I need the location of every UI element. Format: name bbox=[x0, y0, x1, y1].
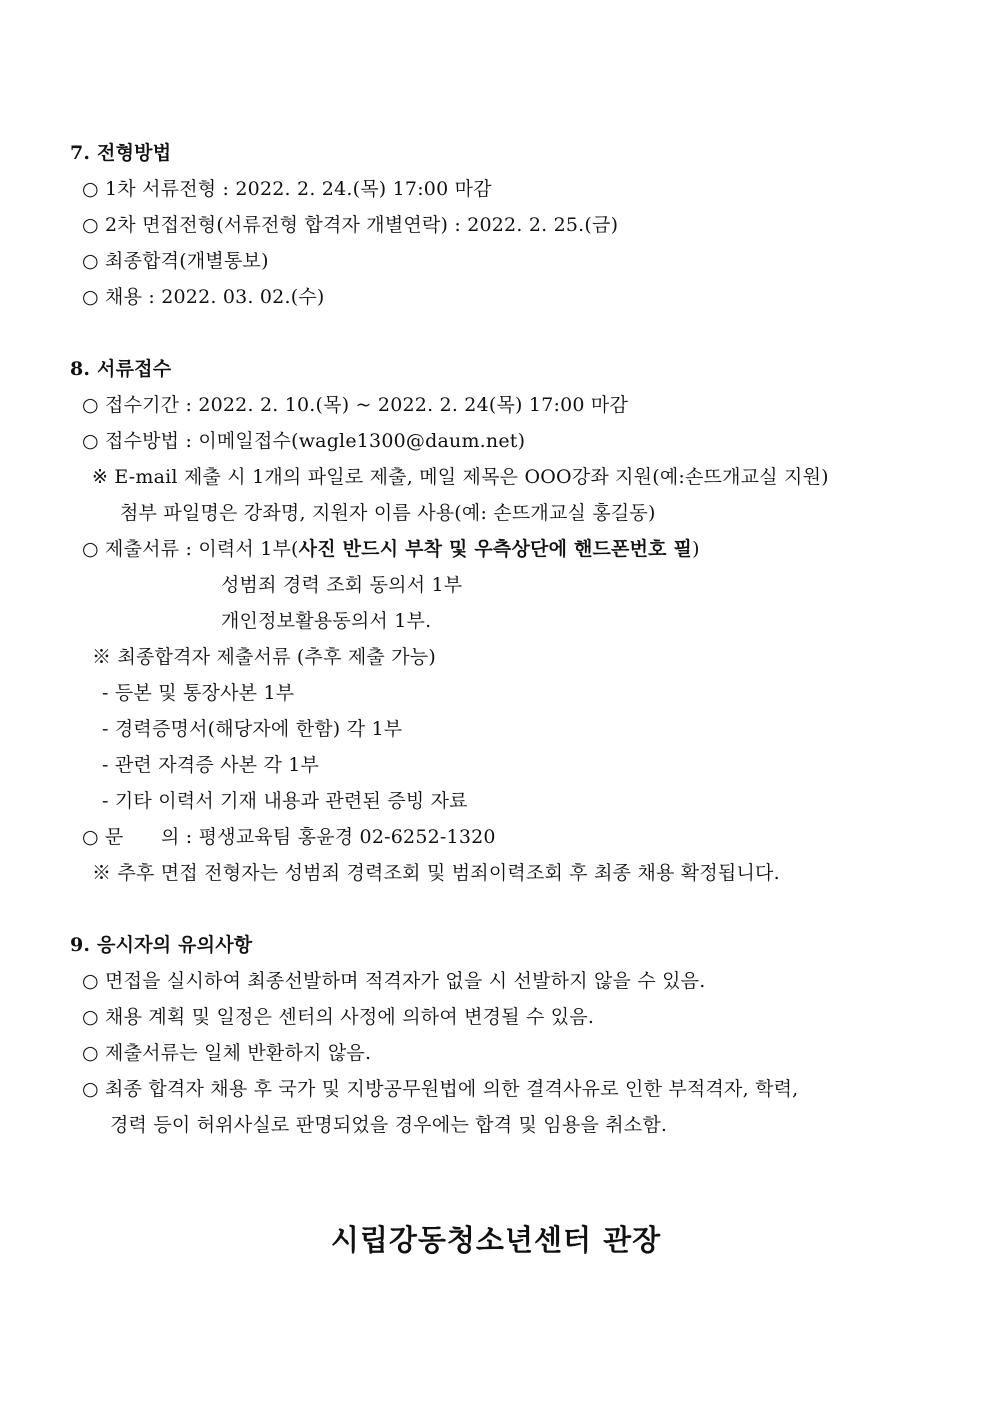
final-document-item: - 기타 이력서 기재 내용과 관련된 증빙 자료 bbox=[102, 790, 468, 812]
section-7-item: ○ 최종합격(개별통보) bbox=[82, 250, 269, 272]
notice-item: ○ 면접을 실시하여 최종선발하며 적격자가 없을 시 선발하지 않을 수 있음. bbox=[82, 970, 706, 992]
email-note: ※ E-mail 제출 시 1개의 파일로 제출, 메일 제목은 OOO강좌 지원(예:손뜨개교실 지원) bbox=[92, 466, 829, 488]
screening-note: ※ 추후 면접 전형자는 성범죄 경력조회 및 범죄이력조회 후 최종 채용 확정됩니다. bbox=[92, 862, 780, 884]
section-8-heading: 8. 서류접수 bbox=[70, 358, 172, 380]
submission-documents bbox=[82, 537, 700, 561]
section-7-heading: 7. 전형방법 bbox=[70, 142, 172, 164]
submission-documents-emphasis: 사진 반드시 부착 및 우측상단에 핸드폰번호 필 bbox=[298, 538, 693, 560]
inquiry-contact: ○ 문 의 : 평생교육팀 홍윤경 02-6252-1320 bbox=[82, 826, 496, 848]
submission-document-item: 성범죄 경력 조회 동의서 1부 bbox=[221, 574, 463, 596]
notice-item-continued: 경력 등이 허위사실로 판명되었을 경우에는 합격 및 임용을 취소함. bbox=[110, 1114, 668, 1136]
section-9-heading: 9. 응시자의 유의사항 bbox=[70, 934, 253, 956]
email-note-continued: 첨부 파일명은 강좌명, 지원자 이름 사용(예: 손뜨개교실 홍길동) bbox=[120, 502, 656, 524]
final-document-item: - 관련 자격증 사본 각 1부 bbox=[102, 754, 320, 776]
notice-item: ○ 채용 계획 및 일정은 센터의 사정에 의하여 변경될 수 있음. bbox=[82, 1006, 595, 1028]
submission-documents-prefix: ○ 제출서류 : 이력서 1부( bbox=[82, 538, 299, 560]
final-document-item: - 등본 및 통장사본 1부 bbox=[102, 682, 295, 704]
final-document-item: - 경력증명서(해당자에 한함) 각 1부 bbox=[102, 718, 403, 740]
final-documents-note: ※ 최종합격자 제출서류 (추후 제출 가능) bbox=[92, 646, 436, 668]
application-period: ○ 접수기간 : 2022. 2. 10.(목) ~ 2022. 2. 24(목) 17:00 마감 bbox=[82, 394, 629, 416]
section-7-item: ○ 2차 면접전형(서류전형 합격자 개별연락) : 2022. 2. 25.(금) bbox=[82, 214, 619, 236]
issuer-signature: 시립강동청소년센터 관장 bbox=[330, 1223, 662, 1257]
submission-document-item: 개인정보활용동의서 1부. bbox=[221, 610, 432, 632]
notice-item: ○ 제출서류는 일체 반환하지 않음. bbox=[82, 1042, 372, 1064]
submission-documents-suffix: ) bbox=[692, 538, 700, 560]
application-method: ○ 접수방법 : 이메일접수(wagle1300@daum.net) bbox=[82, 430, 526, 452]
section-7-item: ○ 채용 : 2022. 03. 02.(수) bbox=[82, 286, 325, 308]
notice-item: ○ 최종 합격자 채용 후 국가 및 지방공무원법에 의한 결격사유로 인한 부적격자, 학력, bbox=[82, 1078, 799, 1100]
section-7-item: ○ 1차 서류전형 : 2022. 2. 24.(목) 17:00 마감 bbox=[82, 178, 492, 200]
